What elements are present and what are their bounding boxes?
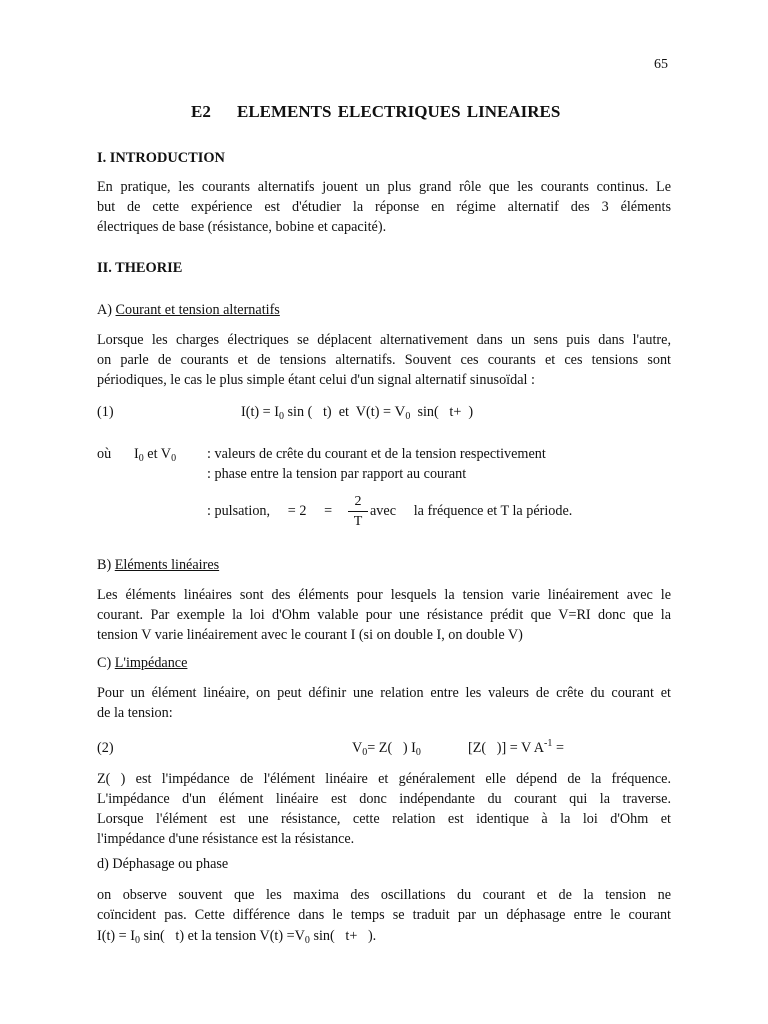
page-number: 65 bbox=[654, 57, 668, 72]
subsection-letter: A) bbox=[97, 302, 112, 318]
paragraph-line: En pratique, les courants alternatifs jouent un plus grand rôle que les courants continus. Le bbox=[97, 179, 671, 195]
subscript: 0 bbox=[405, 411, 411, 422]
paragraph-line: Lorsque les charges électriques se déplacent alternativement dans un sens puis dans l'autre, bbox=[97, 332, 671, 348]
section-heading-theorie: II. THEORIE bbox=[97, 260, 183, 276]
equation-text: I(t) = I bbox=[241, 404, 279, 420]
subscript: 0 bbox=[415, 747, 421, 758]
legend-symbol: I bbox=[134, 446, 139, 462]
subsection-title-b bbox=[97, 558, 219, 572]
subscript: 0 bbox=[171, 453, 177, 464]
legend-line-3-end: avec la fréquence et T la période. bbox=[370, 503, 573, 519]
introduction-paragraph bbox=[97, 177, 671, 237]
linear-elements-paragraph bbox=[97, 585, 671, 645]
paragraph-line: électriques de base (résistance, bobine et capacité). bbox=[97, 219, 387, 235]
subscript: 0 bbox=[304, 935, 310, 946]
paragraph-line: but de cette expérience est d'étudier la réponse en régime alternatif des 3 éléments bbox=[97, 199, 671, 215]
title-text: ELEMENTS ELECTRIQUES LINEAIRES bbox=[237, 102, 561, 121]
legend-symbols bbox=[134, 446, 177, 464]
impedance-paragraph bbox=[97, 683, 671, 723]
equation-number-2: (2) bbox=[97, 740, 114, 756]
equation-text: sin( t+ ) bbox=[410, 404, 474, 420]
alternating-paragraph bbox=[97, 330, 671, 390]
legend-line-1: : valeurs de crête du courant et de la tension respectivement bbox=[207, 446, 546, 462]
subscript: 0 bbox=[138, 453, 144, 464]
equation-text: V bbox=[394, 404, 406, 420]
paragraph-line: on observe souvent que les maxima des oscillations du courant et de la tension ne bbox=[97, 887, 671, 903]
subsection-title-c bbox=[97, 656, 187, 670]
paragraph-line: Pour un élément linéaire, on peut définir une relation entre les valeurs de crête du courant et bbox=[97, 685, 671, 701]
equation-1 bbox=[241, 405, 473, 420]
legend-line-2: : phase entre la tension par rapport au courant bbox=[207, 466, 467, 482]
subsection-title-text: Eléments linéaires bbox=[114, 557, 220, 573]
paragraph-line: L'impédance d'un élément linéaire est donc indépendante du courant qui la traverse. bbox=[97, 791, 671, 807]
legend-line-3: : pulsation, = 2 = bbox=[207, 503, 333, 519]
phase-last-line bbox=[97, 928, 377, 946]
experiment-code: E2 bbox=[191, 102, 211, 121]
subscript: 0 bbox=[278, 411, 284, 422]
impedance-unit bbox=[468, 738, 564, 756]
impedance-explanation-paragraph bbox=[97, 769, 671, 849]
subsection-letter: B) bbox=[97, 557, 112, 573]
paragraph-line: on parle de courants et de tensions alternatifs. Souvent ces courants et ces tensions sont bbox=[97, 352, 671, 368]
section-heading-introduction: I. INTRODUCTION bbox=[97, 150, 225, 166]
equation-text: = Z( ) I bbox=[367, 740, 416, 756]
fraction-2-over-t bbox=[348, 494, 368, 530]
fraction-denominator: T bbox=[353, 514, 363, 529]
subscript: 0 bbox=[362, 747, 368, 758]
paragraph-line: Lorsque l'élément est une résistance, cette relation est identique à la loi d'Ohm et bbox=[97, 811, 671, 827]
fraction-bar bbox=[348, 511, 368, 512]
subsection-title-a bbox=[97, 303, 280, 317]
legend-symbol: et V bbox=[143, 446, 172, 462]
equation-number-1: (1) bbox=[97, 404, 114, 420]
phase-paragraph bbox=[97, 885, 671, 925]
paragraph-line: périodiques, le cas le plus simple étant celui d'un signal alternatif sinusoïdal : bbox=[97, 372, 535, 388]
fraction-numerator: 2 bbox=[354, 494, 362, 509]
equation-2 bbox=[352, 740, 421, 758]
paragraph-line: coïncident pas. Cette différence dans le temps se traduit par un déphasage entre le courant bbox=[97, 907, 671, 923]
paragraph-line: l'impédance d'une résistance est la résistance. bbox=[97, 831, 355, 847]
paragraph-line: tension V varie linéairement avec le courant I (si on double I, on double V) bbox=[97, 627, 523, 643]
paragraph-line: de la tension: bbox=[97, 705, 173, 721]
subsection-title-text: Courant et tension alternatifs bbox=[115, 302, 280, 318]
paragraph-line: courant. Par exemple la loi d'Ohm valable pour une résistance prédit que V=RI donc que la bbox=[97, 607, 671, 623]
document-title bbox=[191, 103, 560, 120]
subscript: 0 bbox=[134, 935, 140, 946]
equation-text: sin( t+ ). bbox=[309, 928, 377, 944]
legend-ou: où bbox=[97, 446, 112, 462]
equation-text: V bbox=[352, 740, 363, 756]
subsection-title-text: L'impédance bbox=[114, 655, 188, 671]
paragraph-line: Z( ) est l'impédance de l'élément linéaire et généralement elle dépend de la fréquence. bbox=[97, 771, 671, 787]
subsection-title-d: d) Déphasage ou phase bbox=[97, 856, 229, 872]
equation-text: = bbox=[552, 740, 564, 756]
equation-text: [Z( )] = V A bbox=[468, 740, 545, 756]
superscript: -1 bbox=[544, 738, 553, 749]
subsection-letter: C) bbox=[97, 655, 112, 671]
paragraph-line: Les éléments linéaires sont des éléments pour lesquels la tension varie linéairement avec le bbox=[97, 587, 671, 603]
equation-text: I(t) = I bbox=[97, 928, 135, 944]
equation-text: sin ( t) et V(t) = bbox=[283, 404, 395, 420]
equation-text: sin( t) et la tension V(t) =V bbox=[139, 928, 305, 944]
